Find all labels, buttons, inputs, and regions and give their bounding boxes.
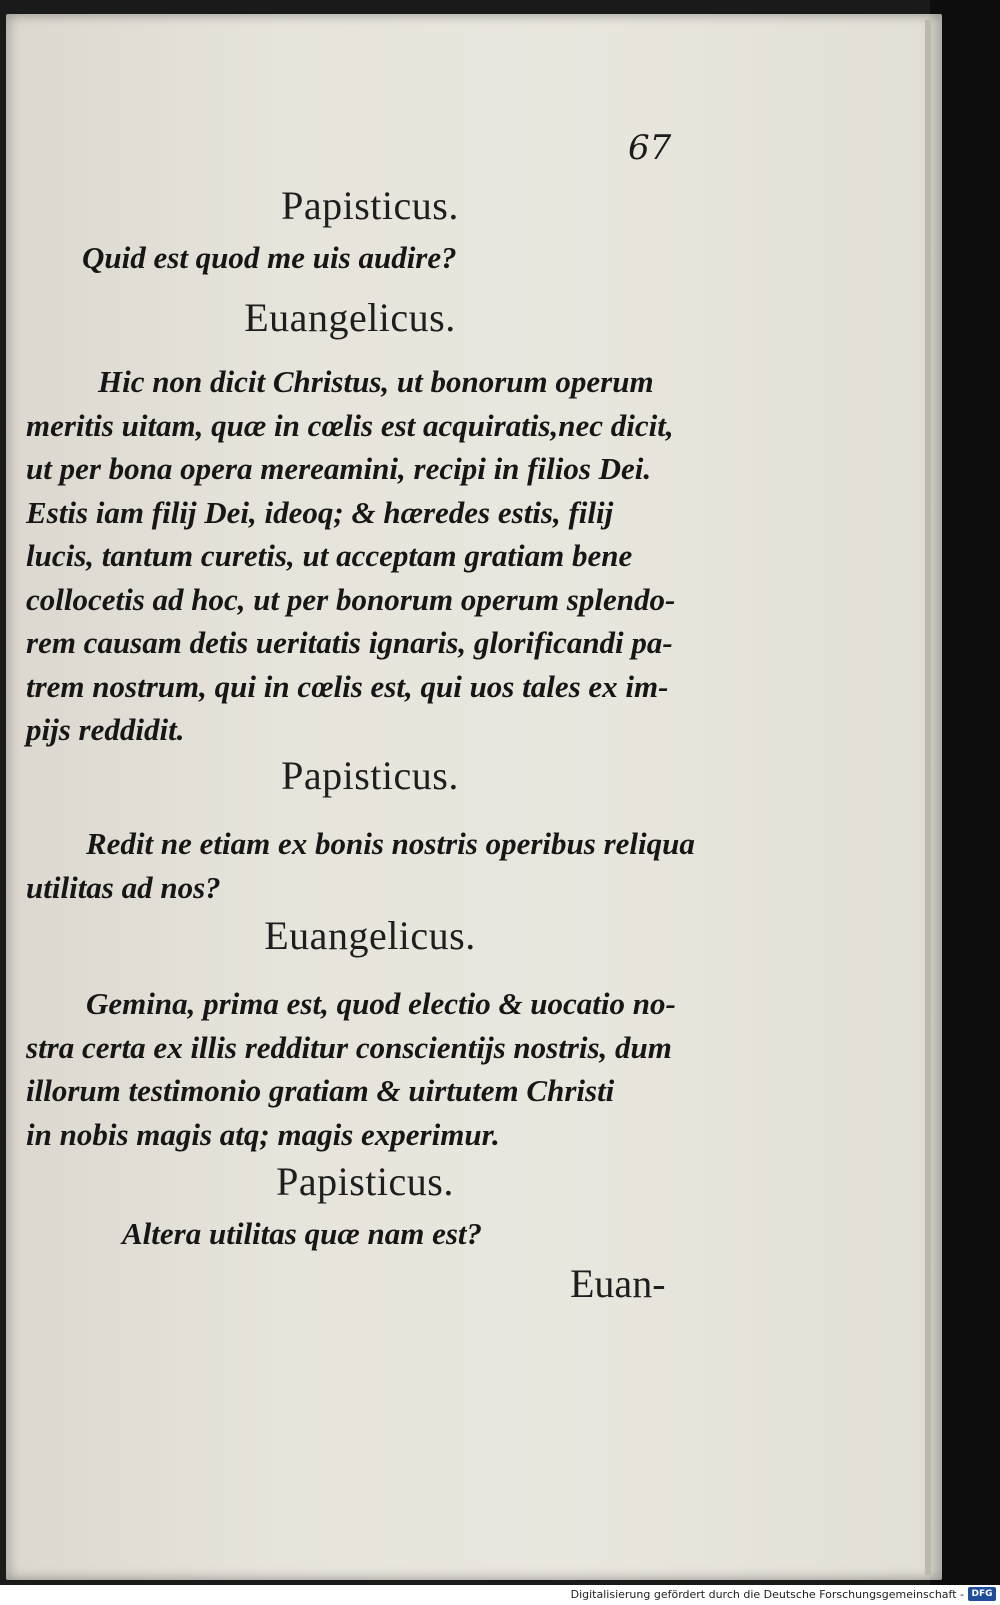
text-line: trem nostrum, qui in cœlis est, qui uos tales ex im- xyxy=(26,668,669,704)
catchword: Euan- xyxy=(570,1261,666,1306)
text-line: Altera utilitas quæ nam est? xyxy=(122,1216,483,1251)
dialogue-paragraph xyxy=(26,982,696,1156)
funding-credit: Digitalisierung gefördert durch die Deutsche Forschungsgemeinschaft - xyxy=(570,1588,964,1601)
speaker-heading: Euangelicus. xyxy=(264,913,476,958)
dialogue-paragraph xyxy=(122,1212,792,1256)
text-line: in nobis magis atq; magis experimur. xyxy=(26,1116,500,1152)
text-line: rem causam detis ueritatis ignaris, glorificandi pa- xyxy=(26,625,673,660)
text-line: Redit ne etiam ex bonis nostris operibus reliqua xyxy=(86,826,695,861)
text-line: Quid est quod me uis audire? xyxy=(82,240,457,275)
text-line: Hic non dicit Christus, ut bonorum operum xyxy=(98,364,654,399)
speaker-heading: Euangelicus. xyxy=(244,295,456,340)
text-line: illorum testimonio gratiam & uirtutem Christi xyxy=(26,1073,615,1108)
dialogue-paragraph xyxy=(26,360,696,752)
footer-bar xyxy=(0,1585,1000,1605)
page-edge xyxy=(925,20,931,1575)
text-line: collocetis ad hoc, ut per bonorum operum splendo- xyxy=(26,581,676,617)
dialogue-paragraph xyxy=(82,236,752,280)
text-line: ut per bona opera mereamini, recipi in filios Dei. xyxy=(26,451,652,486)
speaker-heading: Papisticus. xyxy=(276,1159,454,1204)
text-line: Estis iam filij Dei, ideoq; & hæredes estis, filij xyxy=(26,494,614,530)
text-line: stra certa ex illis redditur conscientijs nostris, dum xyxy=(26,1029,672,1065)
page-number: 67 xyxy=(628,128,672,168)
dialogue-paragraph xyxy=(26,822,696,909)
speaker-heading: Papisticus. xyxy=(281,753,459,798)
text-line: utilitas ad nos? xyxy=(26,869,221,905)
speaker-heading: Papisticus. xyxy=(281,183,459,228)
text-line: Gemina, prima est, quod electio & uocatio no- xyxy=(86,986,676,1021)
dfg-logo: DFG xyxy=(968,1587,996,1601)
text-line: lucis, tantum curetis, ut acceptam gratiam bene xyxy=(26,538,633,573)
text-line: meritis uitam, quæ in cœlis est acquiratis,nec dicit, xyxy=(26,407,674,443)
text-line: pijs reddidit. xyxy=(26,712,185,747)
